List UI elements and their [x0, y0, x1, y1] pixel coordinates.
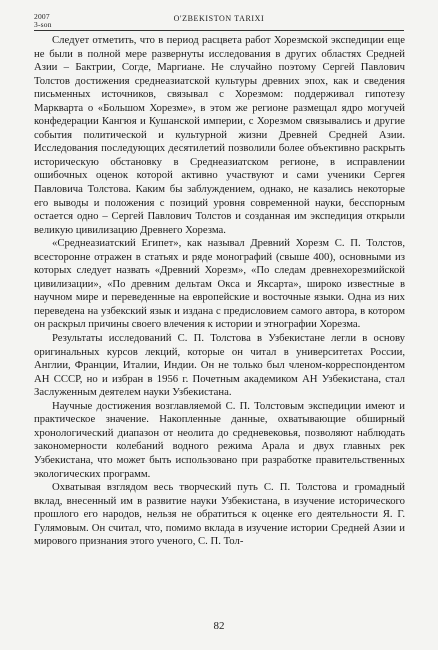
header-year: 2007 — [34, 12, 50, 21]
paragraph: Охватывая взглядом весь творческий путь С. П. Толстова и громадный вклад, внесенный им в развитие науки Узбекистана, в изучение исторического прошлого его народов, нельзя не обратиться к оценке его деятельности Я. Г. Гулямовым. Он считал, что, помимо вклада в изучение истории Средней Азии и мирового признания этого ученого, С. П. Тол- — [34, 481, 405, 548]
paragraph: Научные достижения возглавляемой С. П. Толстовым экспедиции имеют и практическое значение. Накопленные данные, охватывающие обширный хронологический диапазон от неолита до средневековья, позволяют наблюдать закономерности колебаний водного режима Арала и двух главных рек Узбекистана, что может быть использовано при разработке правительственных экологических программ. — [34, 399, 405, 480]
header-issue: 3-son — [34, 20, 52, 29]
paragraph: «Среднеазиатский Египет», как называл Древний Хорезм С. П. Толстов, всесторонне отражен в статьях и ряде монографий (свыше 400), основными из которых следует назвать «Древний Хорезм», «По следам древнехорезмийской цивилизации», «По древним дельтам Окса и Яксарта», широко известные в научном мире и переведенные на европейские и восточные языки. Одна из них переведена на узбекский язык и издана с предисловием самого автора, в котором он раскрыл причины своего влечения к истории и этнографии Хорезма. — [34, 237, 405, 331]
header-rule — [34, 30, 404, 31]
paragraph: Следует отметить, что в период расцвета работ Хорезмской экспедиции еще не были в полной мере развернуты исследования в других областях Средней Азии – Бактрии, Согде, Маргиане. Не случайно поэтому Сергей Павлович Толстов достижения среднеазиатской культуры древних эпох, как и сведения письменных источников, связывал с Хорезмом: поддерживал гипотезу Маркварта о «Большом Хорезме», в этом же регионе размещал ядро могучей конфедерации Кангюя и Кушанской империи, с Хорезмом связывались и другие события политической и культурной жизни Древней Средней Азии. Исследования последующих десятилетий позволили более объективно раскрыть историческую обстановку в Среднеазиатском регионе, в исправлении ошибочных оценок которой активно участвуют и сами ученики Сергея Павловича Толстова. Каким бы заблуждением, однако, не казались некоторые его выводы и положения с позиций уровня современной науки, бесспорным остается одно – Сергей Павлович Толстов и созданная им экспедиция открыли великую цивилизацию Древнего Хорезма. — [34, 34, 405, 236]
journal-title: O'ZBEKISTON TARIXI — [173, 14, 265, 23]
paragraph: Результаты исследований С. П. Толстова в Узбекистане легли в основу оригинальных курсов лекций, которые он читал в университетах России, Англии, Франции, Италии, Индии. Он не только был членом-корреспондентом АН СССР, но и избран в 1956 г. Почетным академиком АН Узбекистана, стал Заслуженным деятелем науки Узбекистана. — [34, 332, 405, 399]
page-number: 82 — [213, 620, 225, 632]
article-body — [34, 34, 405, 549]
